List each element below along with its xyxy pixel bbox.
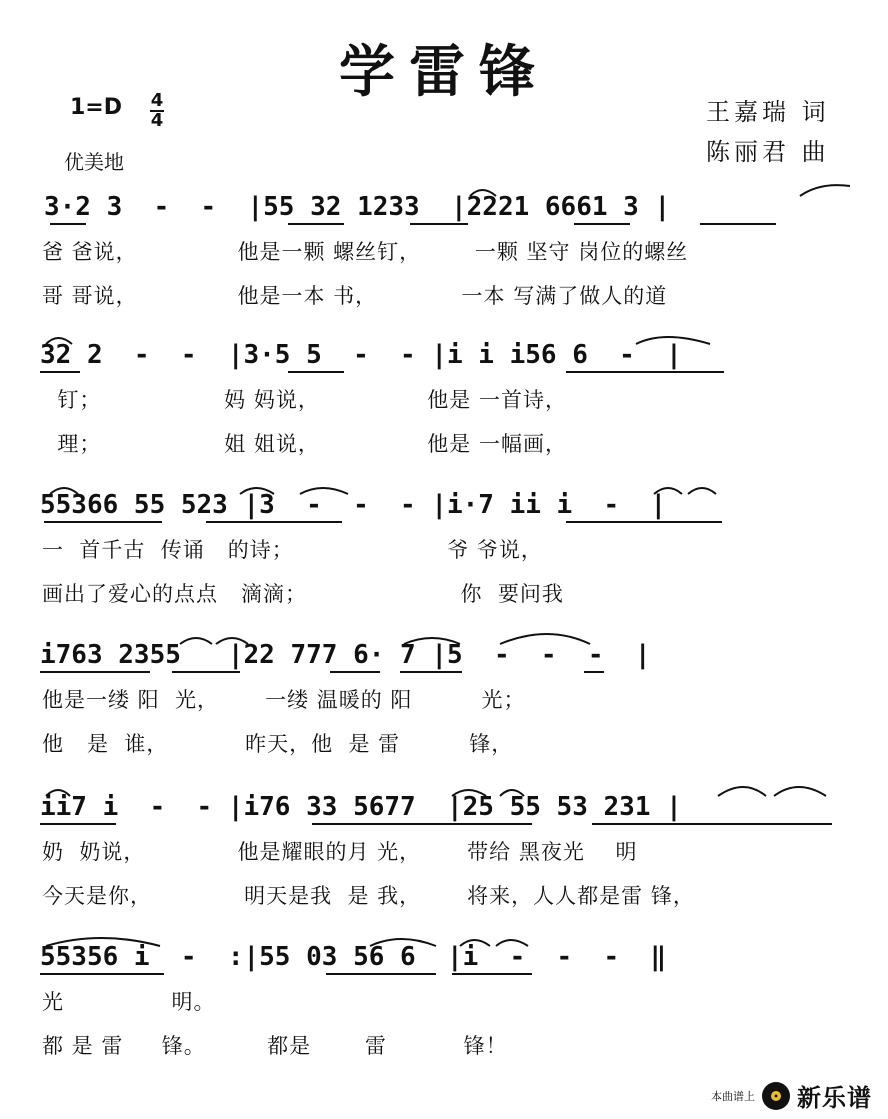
tempo-marking: 优美地 [64,150,124,174]
staff-row-5 [0,792,888,942]
lyric-verse-1: 光 明。 [42,990,216,1014]
notation-line: 55356 i - :|55 03 56 6 |i - - - ‖ [40,942,667,972]
composer-credit: 陈丽君 曲 [706,138,830,166]
key-signature: 1=D [70,95,123,120]
lyric-verse-1: 他是一缕 阳 光， 一缕 温暖的 阳 光； [42,688,526,712]
notation-marks [0,192,888,342]
lyric-verse-2: 哥 哥说， 他是一本 书， 一本 写满了做人的道 [42,284,668,308]
lyric-verse-1: 一 首千古 传诵 的诗； 爷 爷说， [42,538,543,562]
staff-row-1 [0,192,888,342]
time-signature [150,92,164,130]
notation-marks [0,792,888,942]
meter-top: 4 [150,90,164,111]
lyric-verse-2: 今天是你， 明天是我 是 我， 将来，人人都是雷 锋， [42,884,695,908]
lyric-verse-2: 理； 姐 姐说， 他是 一幅画， [42,432,567,456]
lyric-verse-2: 都 是 雷 锋。 都是 雷 锋！ [42,1034,508,1058]
staff-row-6 [0,942,888,1092]
footer-caption: 本曲谱上 [711,1089,755,1103]
meter-bottom: 4 [150,110,164,131]
lyric-verse-1: 钉； 妈 妈说， 他是 一首诗， [42,388,567,412]
record-icon [761,1081,791,1111]
notation-line: ii7 i - - |i76 33 5677 |25 55 53 231 | [40,792,682,822]
notation-line: i763 2355 |22 777 6· 7 |5 - - - | [40,640,651,670]
notation-marks [0,640,888,790]
lyric-verse-1: 奶 奶说， 他是耀眼的月 光， 带给 黑夜光 明 [42,840,638,864]
staff-row-2 [0,340,888,490]
notation-marks [0,340,888,490]
lyric-verse-2: 他 是 谁， 昨天，他 是 雷 锋， [42,732,514,756]
notation-marks [0,490,888,640]
staff-row-4 [0,640,888,790]
notation-marks [0,942,888,1092]
staff-row-3 [0,490,888,640]
song-title: 学雷锋 [339,40,549,105]
footer-brand: 新乐谱 [797,1084,872,1112]
footer-watermark [711,1078,872,1113]
lyric-verse-1: 爸 爸说， 他是一颗 螺丝钉， 一颗 坚守 岗位的螺丝 [42,240,689,264]
notation-line: 3·2 3 - - |55 32 1233 |2221 6661 3 | [44,192,671,222]
lyricist-credit: 王嘉瑞 词 [706,98,830,126]
notation-line: 32 2 - - |3·5 5 - - |i i i56 6 - | [40,340,682,370]
notation-line: 55366 55 523 |3 - - - |i·7 ii i - | [40,490,667,520]
lyric-verse-2: 画出了爱心的点点 滴滴； 你 要问我 [42,582,564,606]
